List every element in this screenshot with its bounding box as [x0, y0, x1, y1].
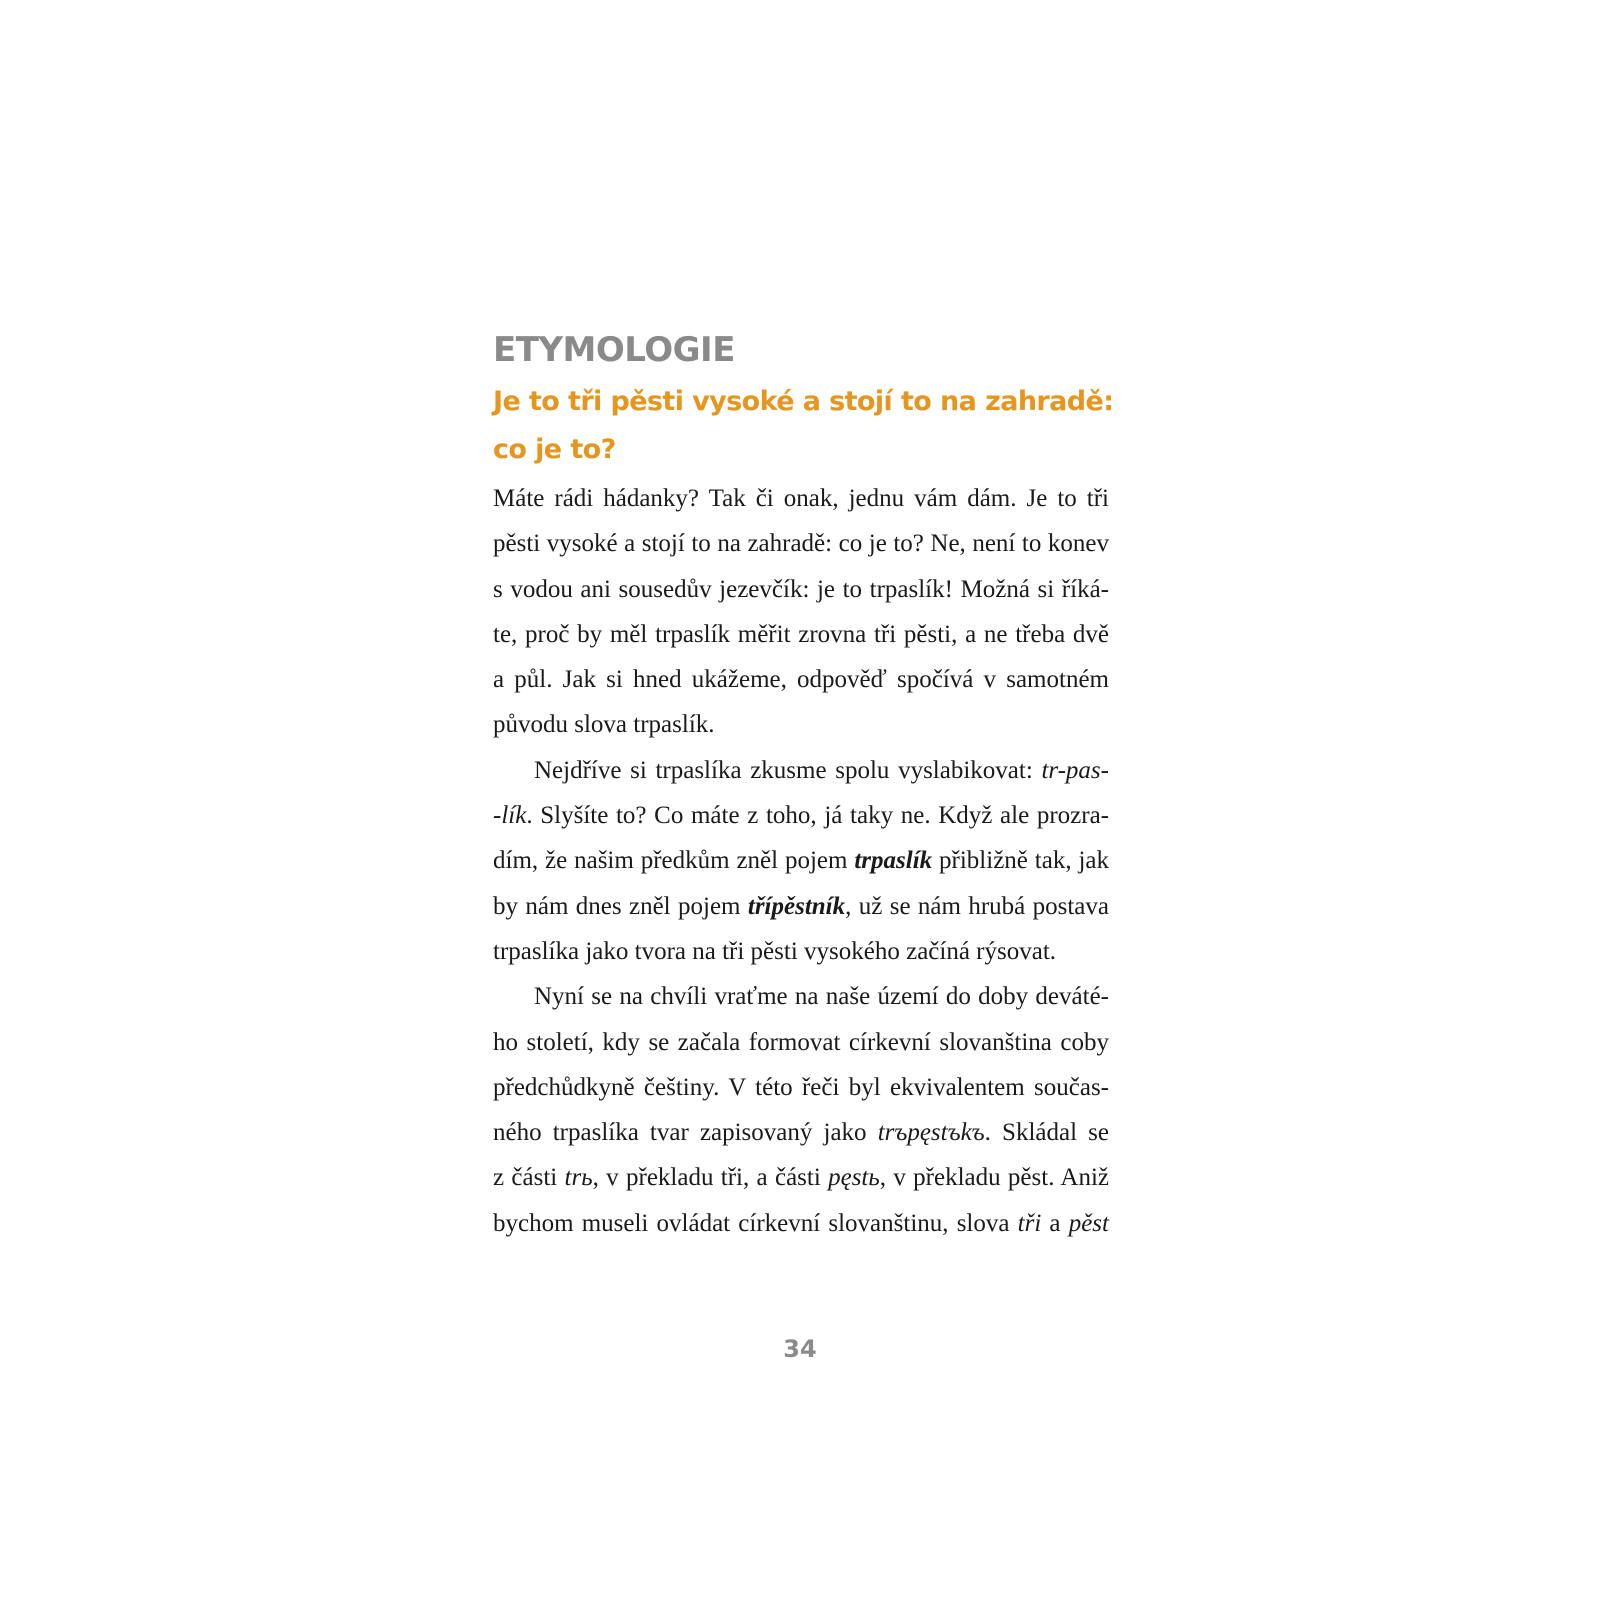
text-line: původu slova trpaslík.	[493, 711, 715, 739]
text-span: , v překladu tři, a části	[592, 1164, 829, 1192]
text-span: dím, že našim předkům zněl pojem	[493, 847, 855, 875]
text-line: a půl. Jak si hned ukážeme, odpověď spočívá v samotném	[493, 666, 1109, 694]
text-line	[493, 838, 1109, 883]
italic-term: pěst	[1068, 1209, 1109, 1237]
italic-term: trь	[564, 1164, 593, 1192]
text-span: by nám dnes zněl pojem	[493, 892, 748, 920]
text-span: . Slyšíte to? Co máte z toho, já taky ne. Když ale prozra-	[526, 802, 1109, 830]
page-number: 34	[783, 1335, 817, 1363]
text-line: předchůdkyně češtiny. V této řeči byl ekvivalentem součas-	[493, 1073, 1109, 1101]
italic-term: pęstь	[828, 1164, 880, 1192]
text-span: , v překladu pěst. Aniž	[879, 1164, 1109, 1192]
bold-italic-term: trpaslík	[854, 847, 933, 875]
paragraph-3	[493, 974, 1109, 1246]
heading-line-2: co je to?	[493, 434, 616, 465]
text-span: z části	[493, 1164, 565, 1192]
text-line: Nyní se na chvíli vraťme na naše území do doby deváté-	[534, 983, 1109, 1011]
text-span: ného trpaslíka tvar zapisovaný jako	[493, 1119, 878, 1147]
text-line: ho století, kdy se začala formovat církevní slovanština coby	[493, 1028, 1109, 1056]
italic-term: tr-pas-	[1041, 756, 1109, 784]
heading-line-1: Je to tři pěsti vysoké a stojí to na zahradě:	[493, 386, 1114, 417]
paragraph-1	[493, 476, 1109, 748]
text-line: s vodou ani sousedův jezevčík: je to trpaslík! Možná si říká-	[493, 575, 1109, 603]
bold-italic-term: třípěstník	[747, 892, 846, 920]
text-span: a	[1041, 1209, 1069, 1237]
chapter-heading	[493, 378, 1114, 474]
text-line	[493, 793, 1109, 838]
italic-term: tři	[1017, 1209, 1042, 1237]
body-text	[493, 476, 1109, 1246]
page-content	[493, 328, 1114, 1246]
text-span: přibližně tak, jak	[932, 847, 1109, 875]
text-span: , už se nám hrubá postava	[845, 892, 1109, 920]
text-span: . Skládal se	[984, 1119, 1109, 1147]
text-line	[493, 1201, 1109, 1246]
text-span: Nejdříve si trpaslíka zkusme spolu vyslabikovat:	[534, 756, 1042, 784]
paragraph-2	[493, 748, 1109, 974]
text-line: trpaslíka jako tvora na tři pěsti vysokého začíná rýsovat.	[493, 937, 1057, 965]
text-line	[493, 884, 1109, 929]
text-line	[493, 748, 1109, 793]
text-line: te, proč by měl trpaslík měřit zrovna tři pěsti, a ne třeba dvě	[493, 620, 1109, 648]
section-label: ETYMOLOGIE	[493, 330, 735, 370]
text-line: Máte rádi hádanky? Tak či onak, jednu vám dám. Je to tři	[493, 485, 1109, 512]
italic-term: trъpęstъkъ	[877, 1119, 985, 1147]
italic-term: -lík	[493, 802, 527, 830]
text-line: pěsti vysoké a stojí to na zahradě: co je to? Ne, není to konev	[493, 530, 1109, 558]
text-span: bychom museli ovládat církevní slovanštinu, slova	[493, 1209, 1018, 1237]
text-line	[493, 1155, 1109, 1200]
text-line	[493, 1110, 1109, 1155]
